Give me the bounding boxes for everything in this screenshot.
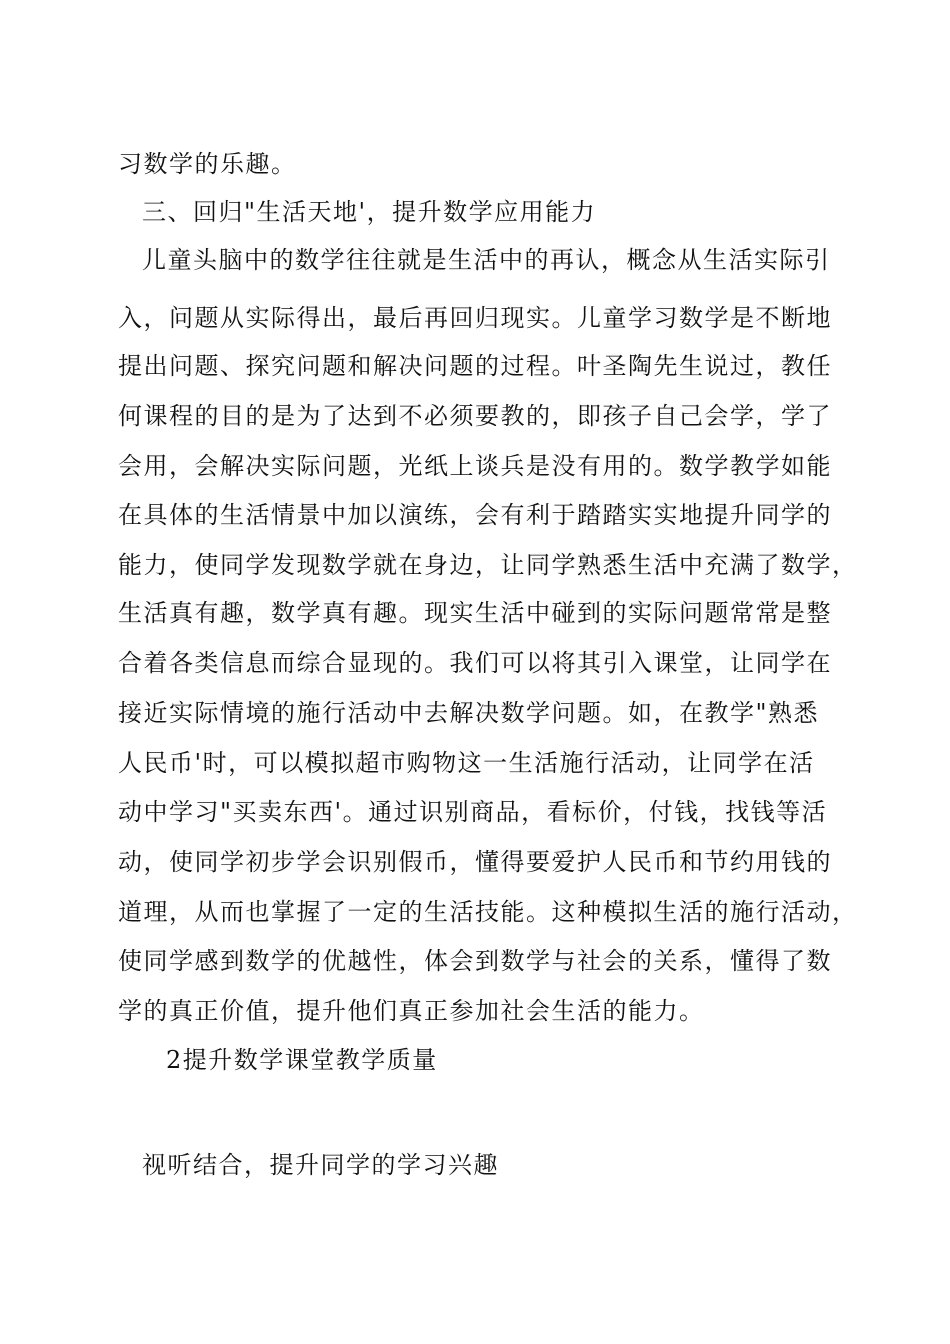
text-line-16: 道理，从而也掌握了一定的生活技能。这种模拟生活的施行活动， [118,898,858,926]
text-line-4: 入，问题从实际得出，最后再回归现实。儿童学习数学是不断地 [118,304,832,332]
subheading-audiovisual: 视听结合，提升同学的学习兴趣 [142,1151,499,1179]
text-line-14: 动中学习"买卖东西'。通过识别商品，看标价，付钱，找钱等活 [118,798,828,826]
text-line-17: 使同学感到数学的优越性，体会到数学与社会的关系，懂得了数 [118,947,832,975]
text-line-8: 在具体的生活情景中加以演练，会有利于踏踏实实地提升同学的 [118,501,832,529]
text-line-13: 人民币'时，可以模拟超市购物这一生活施行活动，让同学在活 [118,749,815,777]
text-line-3: 儿童头脑中的数学往往就是生活中的再认，概念从生活实际引 [142,246,831,274]
text-line-9: 能力，使同学发现数学就在身边，让同学熟悉生活中充满了数学， [118,551,858,579]
text-line-1: 习数学的乐趣。 [118,150,297,178]
text-line-12: 接近实际情境的施行活动中去解决数学问题。如，在教学"熟悉 [118,699,820,727]
section-heading-3: 三、回归"生活天地'，提升数学应用能力 [142,198,597,226]
text-line-6: 何课程的目的是为了达到不必须要教的，即孩子自己会学，学了 [118,402,832,430]
text-line-5: 提出问题、探究问题和解决问题的过程。叶圣陶先生说过，教任 [118,352,832,380]
text-line-7: 会用，会解决实际问题，光纸上谈兵是没有用的。数学教学如能 [118,452,832,480]
subheading-2: 2提升数学课堂教学质量 [166,1046,438,1074]
text-line-15: 动，使同学初步学会识别假币，懂得要爱护人民币和节约用钱的 [118,848,832,876]
text-line-11: 合着各类信息而综合显现的。我们可以将其引入课堂，让同学在 [118,649,832,677]
text-line-18: 学的真正价值，提升他们真正参加社会生活的能力。 [118,997,705,1025]
text-line-10: 生活真有趣，数学真有趣。现实生活中碰到的实际问题常常是整 [118,599,832,627]
